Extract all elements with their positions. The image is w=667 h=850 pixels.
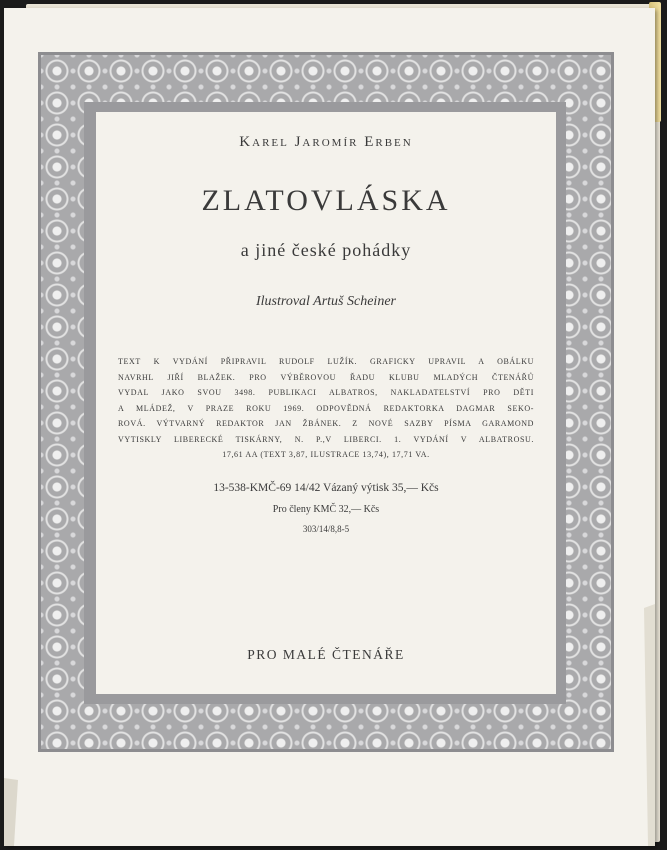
title-page-content [96, 112, 556, 694]
author-name: Karel Jaromír Erben [239, 134, 413, 150]
colophon-line: NAVRHL JIŘÍ BLAŽEK. PRO VÝBĚROVOU ŘADU KLUBU MLADÝCH ČTENÁŘŮ [118, 372, 534, 382]
book-subtitle: a jiné české pohádky [240, 240, 412, 260]
colophon-line: VYDAL JAKO SVOU 3498. PUBLIKACI ALBATROS, NAKLADATELSTVÍ PRO DĚTI [118, 388, 534, 397]
colophon [118, 354, 534, 463]
illustrator-credit: Ilustroval Artuš Scheiner [256, 294, 396, 309]
colophon-line: VYTISKLY LIBERECKÉ TISKÁRNY, N. P.,V LIBERCI. 1. VYDÁNÍ V ALBATROSU. [118, 434, 534, 444]
title-page [4, 8, 655, 846]
colophon-line: 17,61 AA (TEXT 3,87, ILUSTRACE 13,74), 17,71 VA. [222, 450, 430, 459]
colophon-line: ROVÁ. VÝTVARNÝ REDAKTOR JAN ŽBÁNEK. Z NOVÉ SAZBY PÍSMA GARAMOND [118, 419, 534, 428]
book-title: ZLATOVLÁSKA [201, 184, 451, 217]
colophon-line: TEXT K VYDÁNÍ PŘIPRAVIL RUDOLF LUŽÍK. GRAFICKY UPRAVIL A OBÁLKU [118, 357, 534, 366]
colophon-line: A MLÁDEŽ, V PRAZE ROKU 1969. ODPOVĚDNÁ REDAKTORKA DAGMAR SEKO- [118, 403, 534, 413]
print-code: 303/14/8,8-5 [302, 524, 350, 534]
member-price: Pro členy KMČ 32,— Kčs [272, 504, 380, 515]
series-name: PRO MALÉ ČTENÁŘE [247, 647, 405, 662]
publication-number-price: 13-538-KMČ-69 14/42 Vázaný výtisk 35,— Kčs [213, 482, 439, 494]
